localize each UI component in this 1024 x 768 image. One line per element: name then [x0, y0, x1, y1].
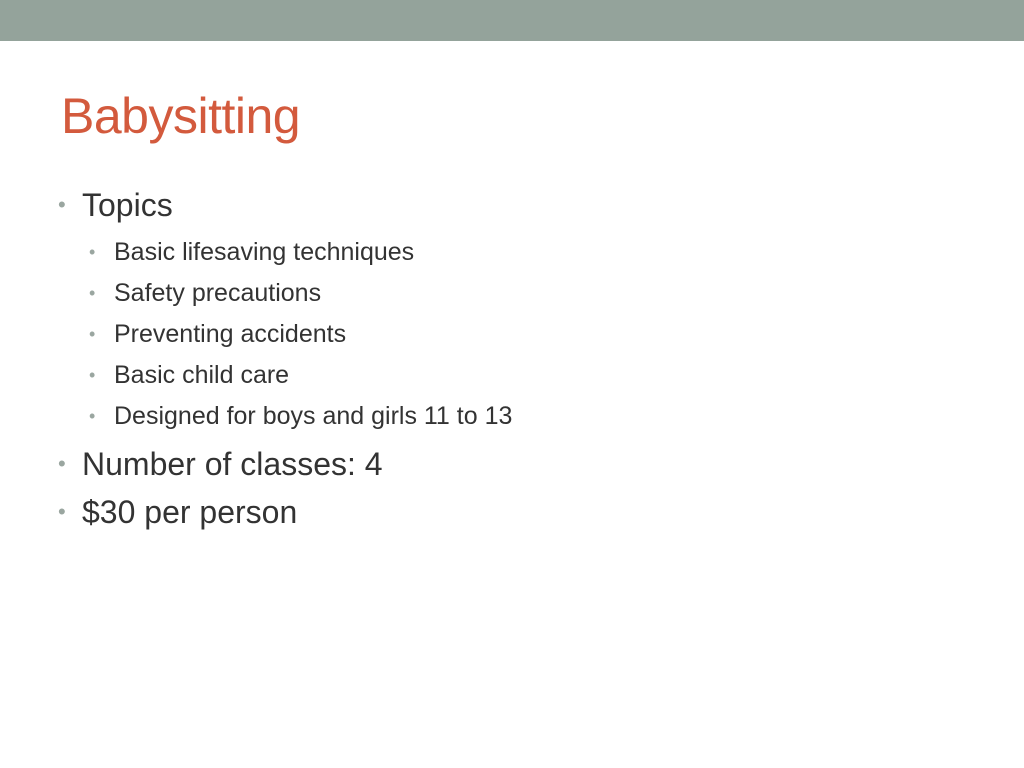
slide-title: Babysitting: [61, 88, 301, 144]
sub-list-item-text: Safety precautions: [114, 279, 322, 307]
list-item-text: $30 per person: [82, 494, 298, 530]
list-item-text: Number of classes: 4: [82, 446, 383, 482]
sub-list-item: [82, 273, 512, 314]
bullet-icon: •: [89, 406, 96, 426]
sub-list-item: [82, 396, 512, 437]
sub-list-item-text: Basic lifesaving techniques: [114, 238, 415, 266]
sub-list-item: [82, 232, 512, 273]
bullet-icon: •: [89, 365, 96, 385]
sub-list-item-text: Basic child care: [114, 361, 290, 389]
sub-bullet-list: [82, 232, 512, 437]
bullet-icon: •: [58, 499, 66, 524]
bullet-icon: •: [89, 242, 96, 262]
list-item-price: [58, 491, 512, 533]
list-item-text: Topics: [82, 187, 173, 223]
sub-list-item: [82, 314, 512, 355]
bullet-icon: •: [89, 324, 96, 344]
bullet-icon: •: [89, 283, 96, 303]
bullet-icon: •: [58, 192, 66, 217]
top-accent-bar: [0, 0, 1024, 41]
bullet-icon: •: [58, 451, 66, 476]
sub-list-item-text: Designed for boys and girls 11 to 13: [114, 402, 513, 430]
list-item-topics: [58, 184, 512, 437]
bullet-list: [58, 184, 512, 533]
sub-list-item: [82, 355, 512, 396]
sub-list-item-text: Preventing accidents: [114, 320, 347, 348]
list-item-number-of-classes: [58, 443, 512, 485]
